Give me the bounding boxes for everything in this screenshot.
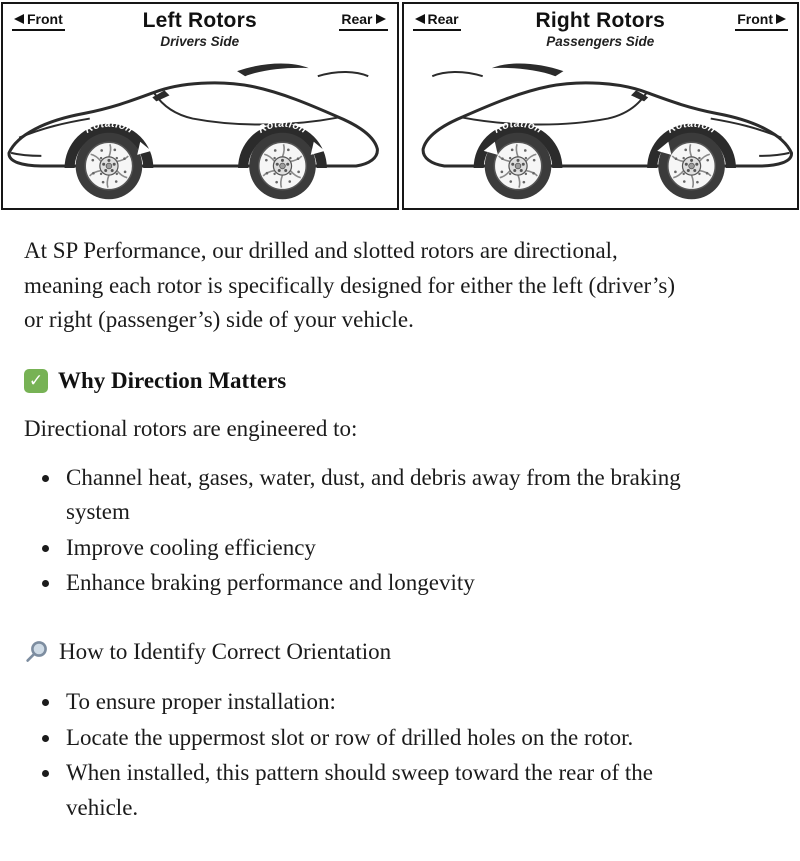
front-direction-label: [12, 11, 65, 31]
panel-subtitle: Passengers Side: [546, 34, 655, 49]
article: [0, 212, 800, 861]
magnifying-glass-icon: [24, 639, 50, 665]
heading-text: How to Identify Correct Orientation: [59, 638, 392, 664]
rotation-label: Rotation: [664, 117, 718, 136]
arrow-left-icon: [14, 14, 24, 24]
corner-text: Rear: [341, 11, 373, 27]
right-rotors-panel: [402, 2, 800, 210]
corner-text: Rear: [427, 11, 459, 27]
heading-text: Why Direction Matters: [58, 367, 287, 393]
identify-orientation-heading: [24, 635, 684, 670]
list-item: • Enhance braking performance and longevity: [62, 566, 684, 601]
rear-direction-label: [339, 11, 387, 31]
corner-text: Front: [737, 11, 773, 27]
arrow-right-icon: [776, 14, 786, 24]
left-rotors-panel: [1, 2, 399, 210]
list-item: • Locate the uppermost slot or row of drilled holes on the rotor.: [62, 721, 684, 756]
intro-paragraph: At SP Performance, our drilled and slotted rotors are directional, meaning each rotor is specifically designed for either the left (driver’s) or right (passenger’s) side of your vehicle.: [24, 238, 675, 333]
list-item: • When installed, this pattern should sweep toward the rear of the vehicle.: [62, 756, 684, 825]
arrow-left-icon: [415, 14, 425, 24]
panel-subtitle: Drivers Side: [160, 34, 240, 49]
rotor-direction-diagram: [0, 0, 800, 212]
engineered-lead: Directional rotors are engineered to:: [24, 416, 358, 442]
front-direction-label: [735, 11, 788, 31]
why-bullet-list: [24, 461, 684, 601]
right-panel-header: [404, 4, 798, 55]
rotation-label: Rotation: [256, 117, 309, 136]
rear-direction-label: [413, 11, 461, 31]
panel-title: Right Rotors: [535, 9, 666, 32]
corner-text: Front: [27, 11, 63, 27]
list-item: • Channel heat, gases, water, dust, and debris away from the braking system: [62, 461, 684, 530]
arrow-right-icon: [376, 14, 386, 24]
check-mark-icon: ✓: [24, 369, 48, 393]
left-car-illustration: [3, 55, 397, 208]
why-direction-matters-heading: [24, 364, 684, 399]
right-car-illustration: [404, 55, 798, 208]
rotation-label: Rotation: [491, 117, 544, 136]
rotation-label: Rotation: [82, 117, 136, 136]
identify-bullet-list: [24, 685, 684, 825]
list-item: • Improve cooling efficiency: [62, 531, 684, 566]
left-panel-header: [3, 4, 397, 55]
panel-title: Left Rotors: [142, 9, 257, 32]
list-item: • To ensure proper installation:: [62, 685, 684, 720]
